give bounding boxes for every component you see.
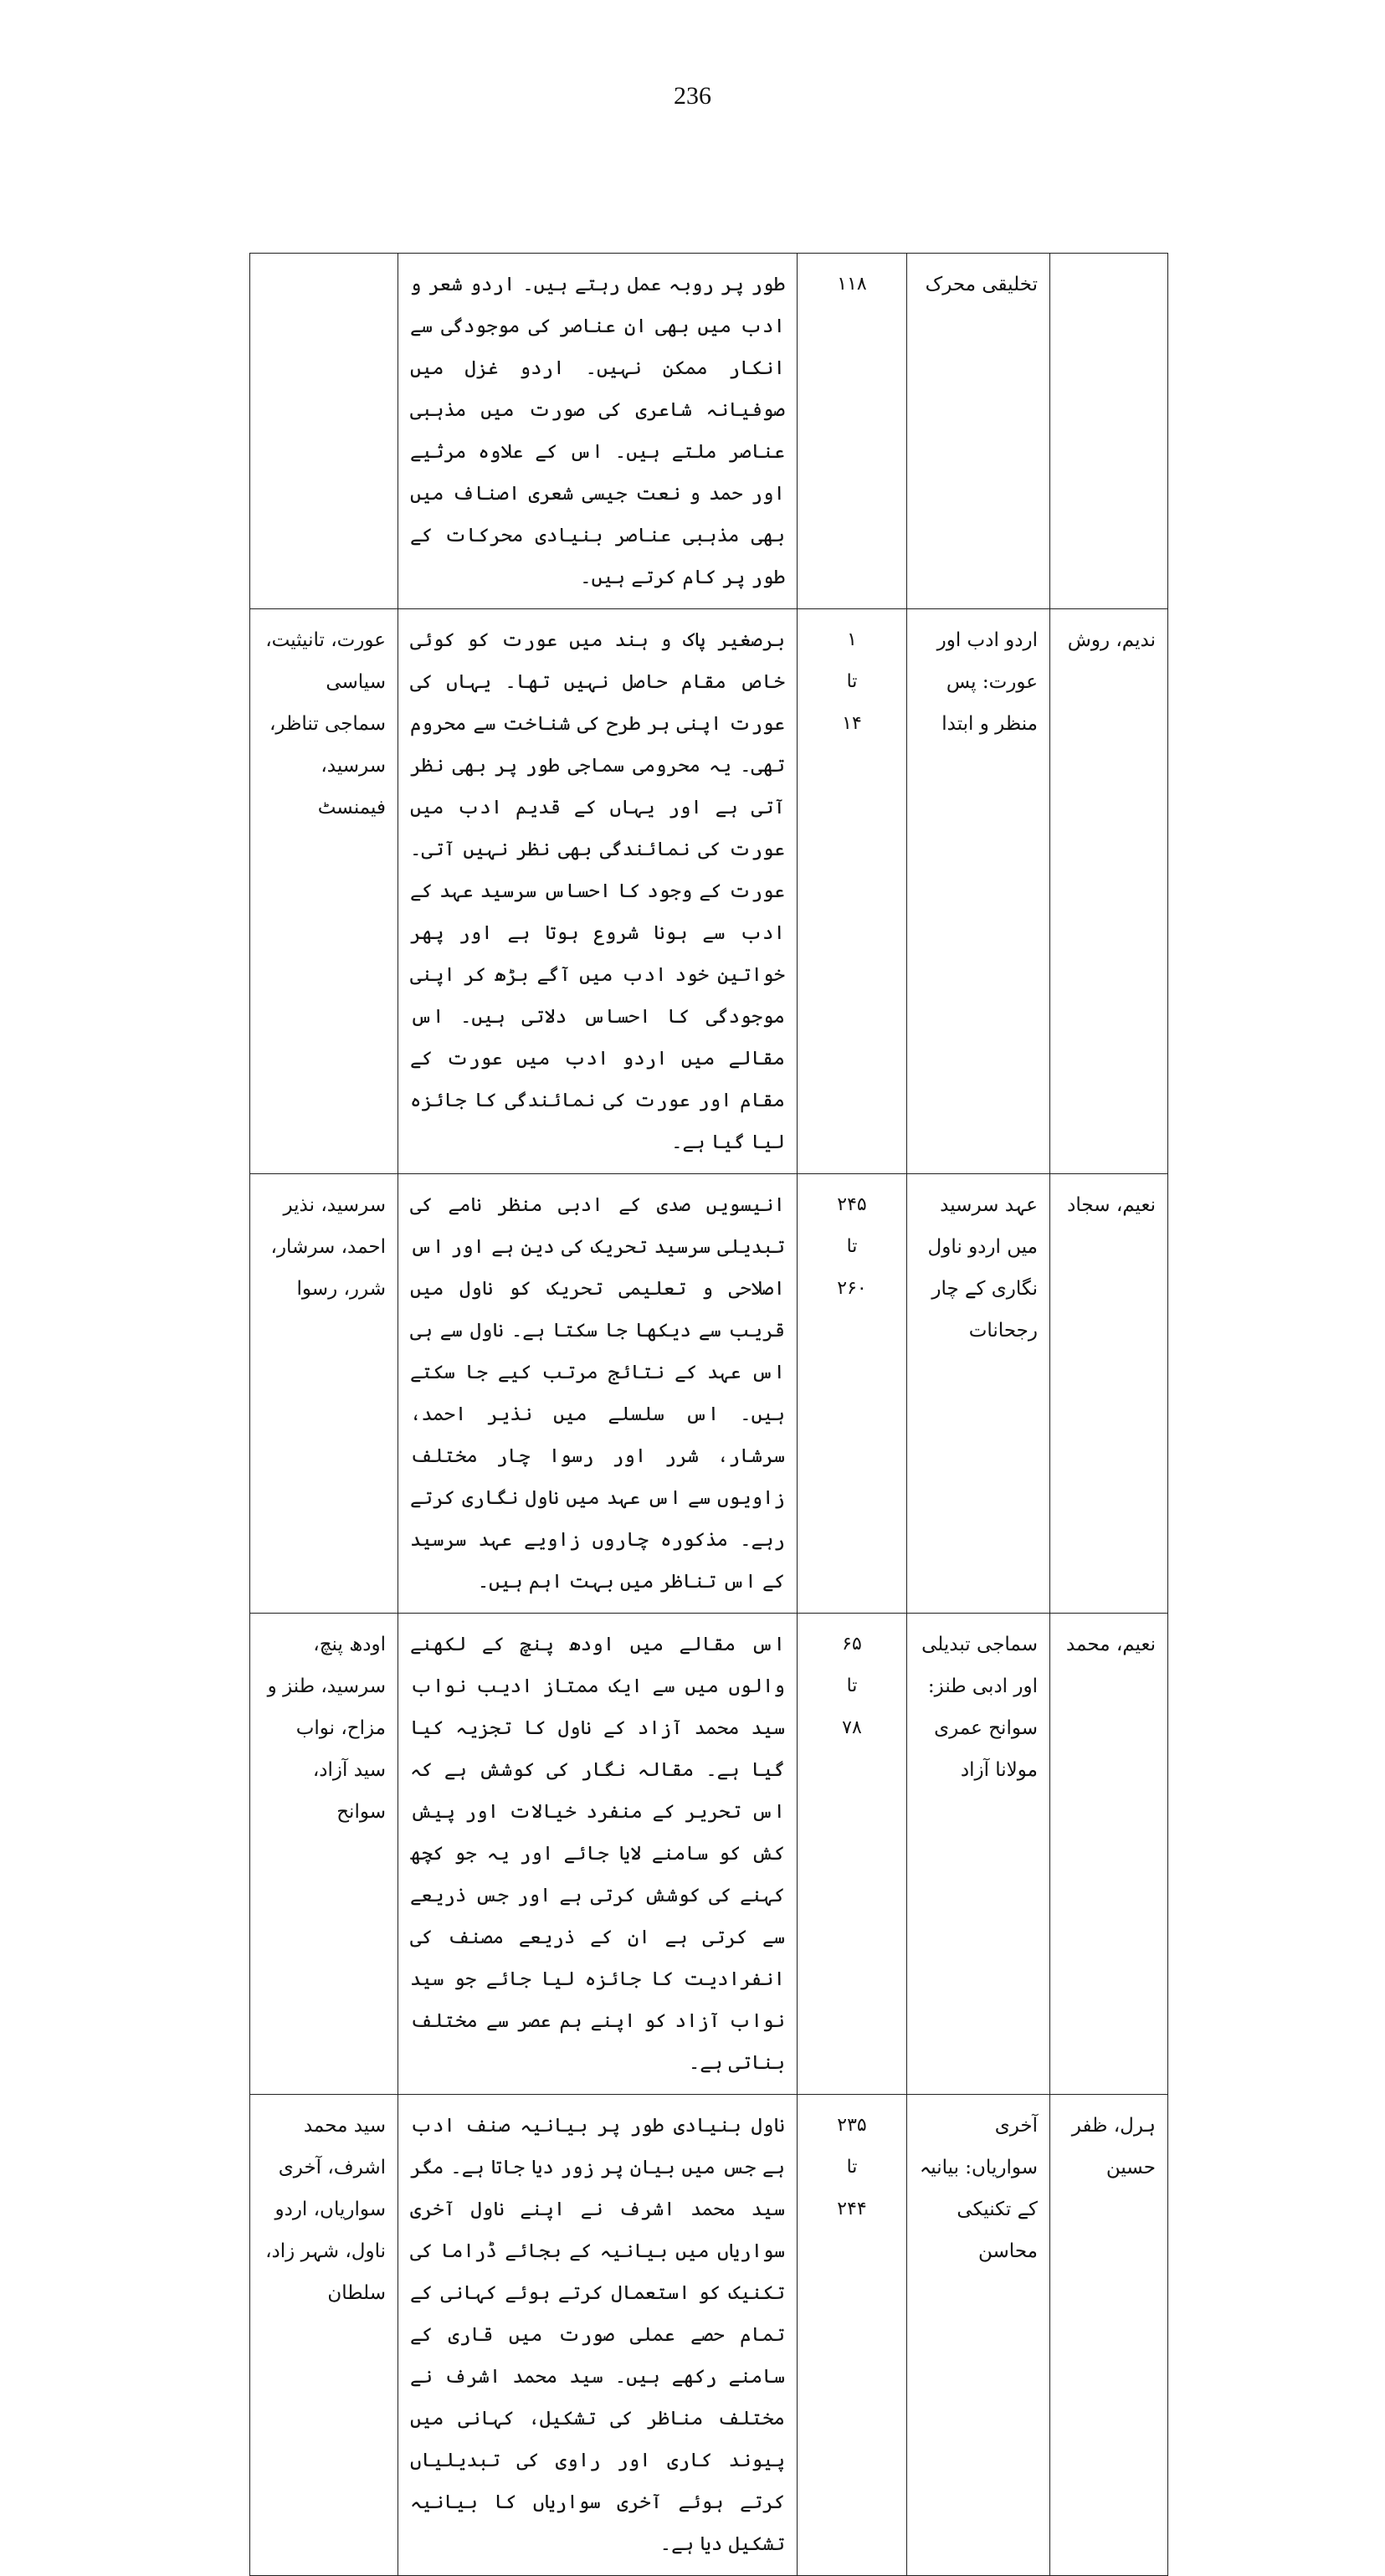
table-row <box>250 254 1168 609</box>
summary-cell: برصغیر پاک و ہند میں عورت کو کوئی خاص مقام حاصل نہیں تھا۔ یہاں کی عورت اپنی ہر طرح کی شناخت سے محروم تھی۔ یہ محرومی سماجی طور پر بھی نظر آتی ہے اور یہاں کے قدیم ادب میں عورت کی نمائندگی بھی نظر نہیں آتی۔ عورت کے وجود کا احساس سرسید عہد کے ادب سے ہونا شروع ہوتا ہے اور پھر خواتین خود ادب میں آگے بڑھ کر اپنی موجودگی کا احساس دلاتی ہیں۔ اس مقالے میں اردو ادب میں عورت کے مقام اور عورت کی نمائندگی کا جائزہ لیا گیا ہے۔ <box>398 609 798 1174</box>
page-range-start: ۱ <box>847 629 857 650</box>
page-number: 236 <box>674 82 711 110</box>
page-range-start: ۶۵ <box>842 1634 862 1655</box>
page-range-start: ۲۴۵ <box>837 1194 867 1215</box>
summary-cell: ناول بنیادی طور پر بیانیہ صنف ادب ہے جس میں بیان پر زور دیا جاتا ہے۔ مگر سید محمد اشرف نے اپنے ناول آخری سواریاں میں بیانیہ کے بجائے ڈراما کی تکنیک کو استعمال کرتے ہوئے کہانی کے تمام حصے عملی صورت میں قاری کے سامنے رکھے ہیں۔ سید محمد اشرف نے مختلف مناظر کی تشکیل، کہانی میں پیوند کاری اور راوی کی تبدیلیاں کرتے ہوئے آخری سواریاں کا بیانیہ تشکیل دیا ہے۔ <box>398 2095 798 2576</box>
table-row <box>250 1614 1168 2095</box>
author-cell: نعیم، سجاد <box>1050 1174 1168 1614</box>
page-range-value: ۱۱۸ <box>837 274 867 295</box>
title-cell: آخری سواریاں: بیانیہ کے تکنیکی محاسن <box>907 2095 1050 2576</box>
table-row <box>250 1174 1168 1614</box>
table-row <box>250 609 1168 1174</box>
title-cell: سماجی تبدیلی اور ادبی طنز: سوانح عمری مولانا آزاد <box>907 1614 1050 2095</box>
summary-cell: انیسویں صدی کے ادبی منظر نامے کی تبدیلی سرسید تحریک کی دین ہے اور اس اصلاحی و تعلیمی تحریک کو ناول میں قریب سے دیکھا جا سکتا ہے۔ ناول سے ہی اس عہد کے نتائج مرتب کیے جا سکتے ہیں۔ اس سلسلے میں نذیر احمد، سرشار، شرر اور رسوا چار مختلف زاویوں سے اس عہد میں ناول نگاری کرتے رہے۔ مذکورہ چاروں زاویے عہد سرسید کے اس تناظر میں بہت اہم ہیں۔ <box>398 1174 798 1614</box>
pages-cell <box>798 254 907 609</box>
keywords-cell: سرسید، نذیر احمد، سرشار، شرر، رسوا <box>250 1174 398 1614</box>
title-cell: عہد سرسید میں اردو ناول نگاری کے چار رجحانات <box>907 1174 1050 1614</box>
pages-cell <box>798 2095 907 2576</box>
page-range-separator: تا <box>846 1675 858 1696</box>
pages-cell <box>798 1174 907 1614</box>
page-range-separator: تا <box>846 671 858 692</box>
page-range-end: ۲۶۰ <box>837 1278 867 1299</box>
author-cell: ندیم، روش <box>1050 609 1168 1174</box>
page-range-end: ۷۸ <box>842 1717 862 1738</box>
page-range-end: ۲۴۴ <box>837 2199 867 2219</box>
page-range-end: ۱۴ <box>842 713 862 734</box>
page-range-separator: تا <box>846 1236 858 1257</box>
article-index-table <box>249 253 1168 2576</box>
summary-cell: طور پر روبہ عمل رہتے ہیں۔ اردو شعر و ادب میں بھی ان عناصر کی موجودگی سے انکار ممکن نہیں۔ اردو غزل میں صوفیانہ شاعری کی صورت میں مذہبی عناصر ملتے ہیں۔ اس کے علاوہ مرثیے اور حمد و نعت جیسی شعری اصناف میں بھی مذہبی عناصر بنیادی محرکات کے طور پر کام کرتے ہیں۔ <box>398 254 798 609</box>
summary-cell: اس مقالے میں اودھ پنچ کے لکھنے والوں میں سے ایک ممتاز ادیب نواب سید محمد آزاد کے ناول کا تجزیہ کیا گیا ہے۔ مقالہ نگار کی کوشش ہے کہ اس تحریر کے منفرد خیالات اور پیش کش کو سامنے لایا جائے اور یہ جو کچھ کہنے کی کوشش کرتی ہے اور جس ذریعے سے کرتی ہے ان کے ذریعے مصنف کی انفرادیت کا جائزہ لیا جائے جو سید نواب آزاد کو اپنے ہم عصر سے مختلف بناتی ہے۔ <box>398 1614 798 2095</box>
title-cell: تخلیقی محرک <box>907 254 1050 609</box>
title-cell: اردو ادب اور عورت: پس منظر و ابتدا <box>907 609 1050 1174</box>
keywords-cell: عورت، تانیثیت، سیاسی سماجی تناظر، سرسید، فیمنسٹ <box>250 609 398 1174</box>
pages-cell <box>798 1614 907 2095</box>
page-range-separator: تا <box>846 2157 858 2178</box>
keywords-cell: سید محمد اشرف، آخری سواریاں، اردو ناول، شہر زاد، سلطان <box>250 2095 398 2576</box>
keywords-cell: اودھ پنچ، سرسید، طنز و مزاح، نواب سید آزاد، سوانح <box>250 1614 398 2095</box>
author-cell: ہرل، ظفر حسین <box>1050 2095 1168 2576</box>
page-range-start: ۲۳۵ <box>837 2115 867 2136</box>
pages-cell <box>798 609 907 1174</box>
keywords-cell <box>250 254 398 609</box>
author-cell <box>1050 254 1168 609</box>
table-row <box>250 2095 1168 2576</box>
author-cell: نعیم، محمد <box>1050 1614 1168 2095</box>
